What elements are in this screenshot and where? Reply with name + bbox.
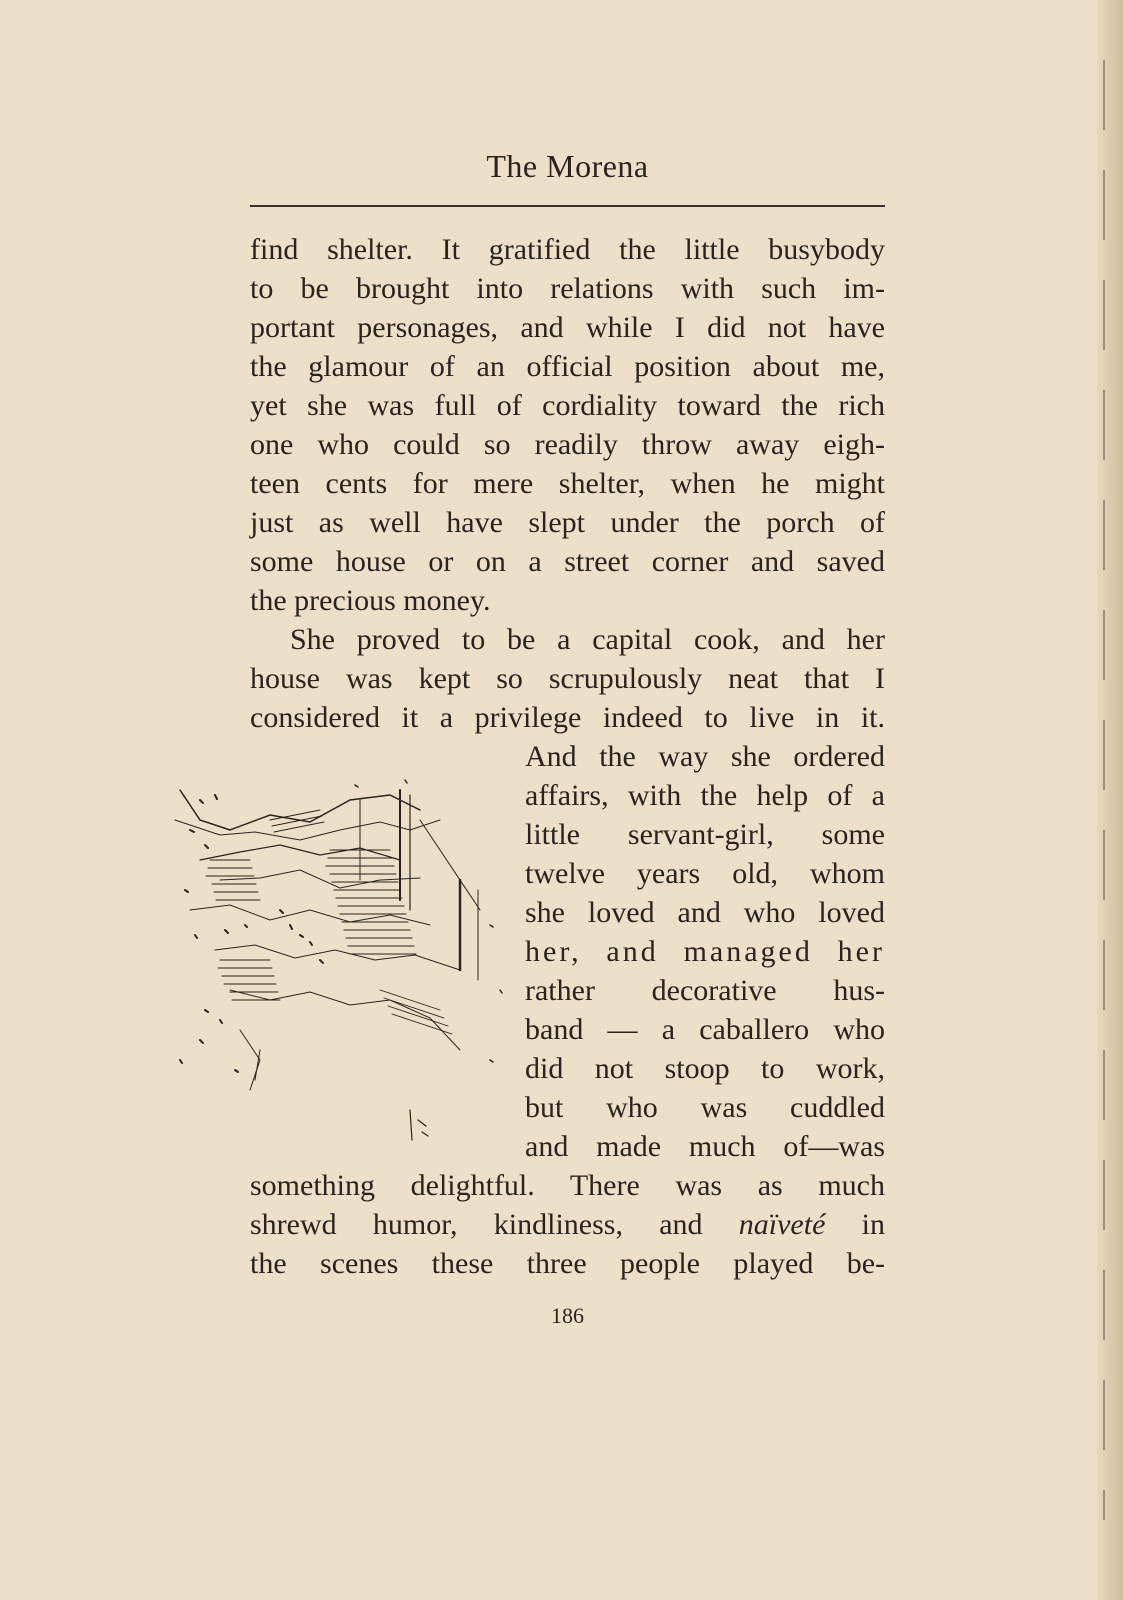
text-line: one who could so readily throw away eigh- (250, 428, 885, 461)
text-line: considered it a privilege indeed to live in it. (250, 701, 885, 734)
text-line: some house or on a street corner and saved (250, 545, 885, 578)
text-line: little servant-girl, some (525, 818, 885, 851)
text-line: she loved and who loved (525, 896, 885, 929)
text-fragment: shrewd humor, kindliness, and (250, 1208, 739, 1241)
text-line: And the way she ordered (525, 740, 885, 773)
text-line (250, 1205, 885, 1244)
vignette-illustration (160, 760, 520, 1160)
text-line: twelve years old, whom (525, 857, 885, 890)
text-line: the precious money. (250, 584, 491, 617)
text-line: the scenes these three people played be- (250, 1247, 885, 1280)
text-line: did not stoop to work, (525, 1052, 885, 1085)
text-line: affairs, with the help of a (525, 779, 885, 812)
text-line: just as well have slept under the porch of (250, 506, 885, 539)
text-line: yet she was full of cordiality toward the rich (250, 389, 885, 422)
text-line: band — a caballero who (525, 1013, 885, 1046)
page-edge (1097, 0, 1123, 1600)
text-line: portant personages, and while I did not have (250, 311, 885, 344)
text-line: and made much of—was (525, 1130, 885, 1163)
text-line: She proved to be a capital cook, and her (290, 623, 885, 656)
text-line: to be brought into relations with such im- (250, 272, 885, 305)
running-head: The Morena (486, 148, 649, 184)
header-rule (250, 205, 885, 207)
text-line: something delightful. There was as much (250, 1169, 885, 1202)
text-line: rather decorative hus- (525, 974, 885, 1007)
text-line: but who was cuddled (525, 1091, 885, 1124)
text-line: her, and managed her (525, 935, 885, 968)
page-number: 186 (551, 1303, 584, 1328)
text-line: house was kept so scrupulously neat that I (250, 662, 885, 695)
text-line: find shelter. It gratified the little busybody (250, 233, 885, 266)
text-fragment: in (825, 1208, 885, 1241)
italic-word: naïveté (738, 1208, 826, 1241)
text-line: the glamour of an official position about me, (250, 350, 885, 383)
text-line: teen cents for mere shelter, when he might (250, 467, 885, 500)
